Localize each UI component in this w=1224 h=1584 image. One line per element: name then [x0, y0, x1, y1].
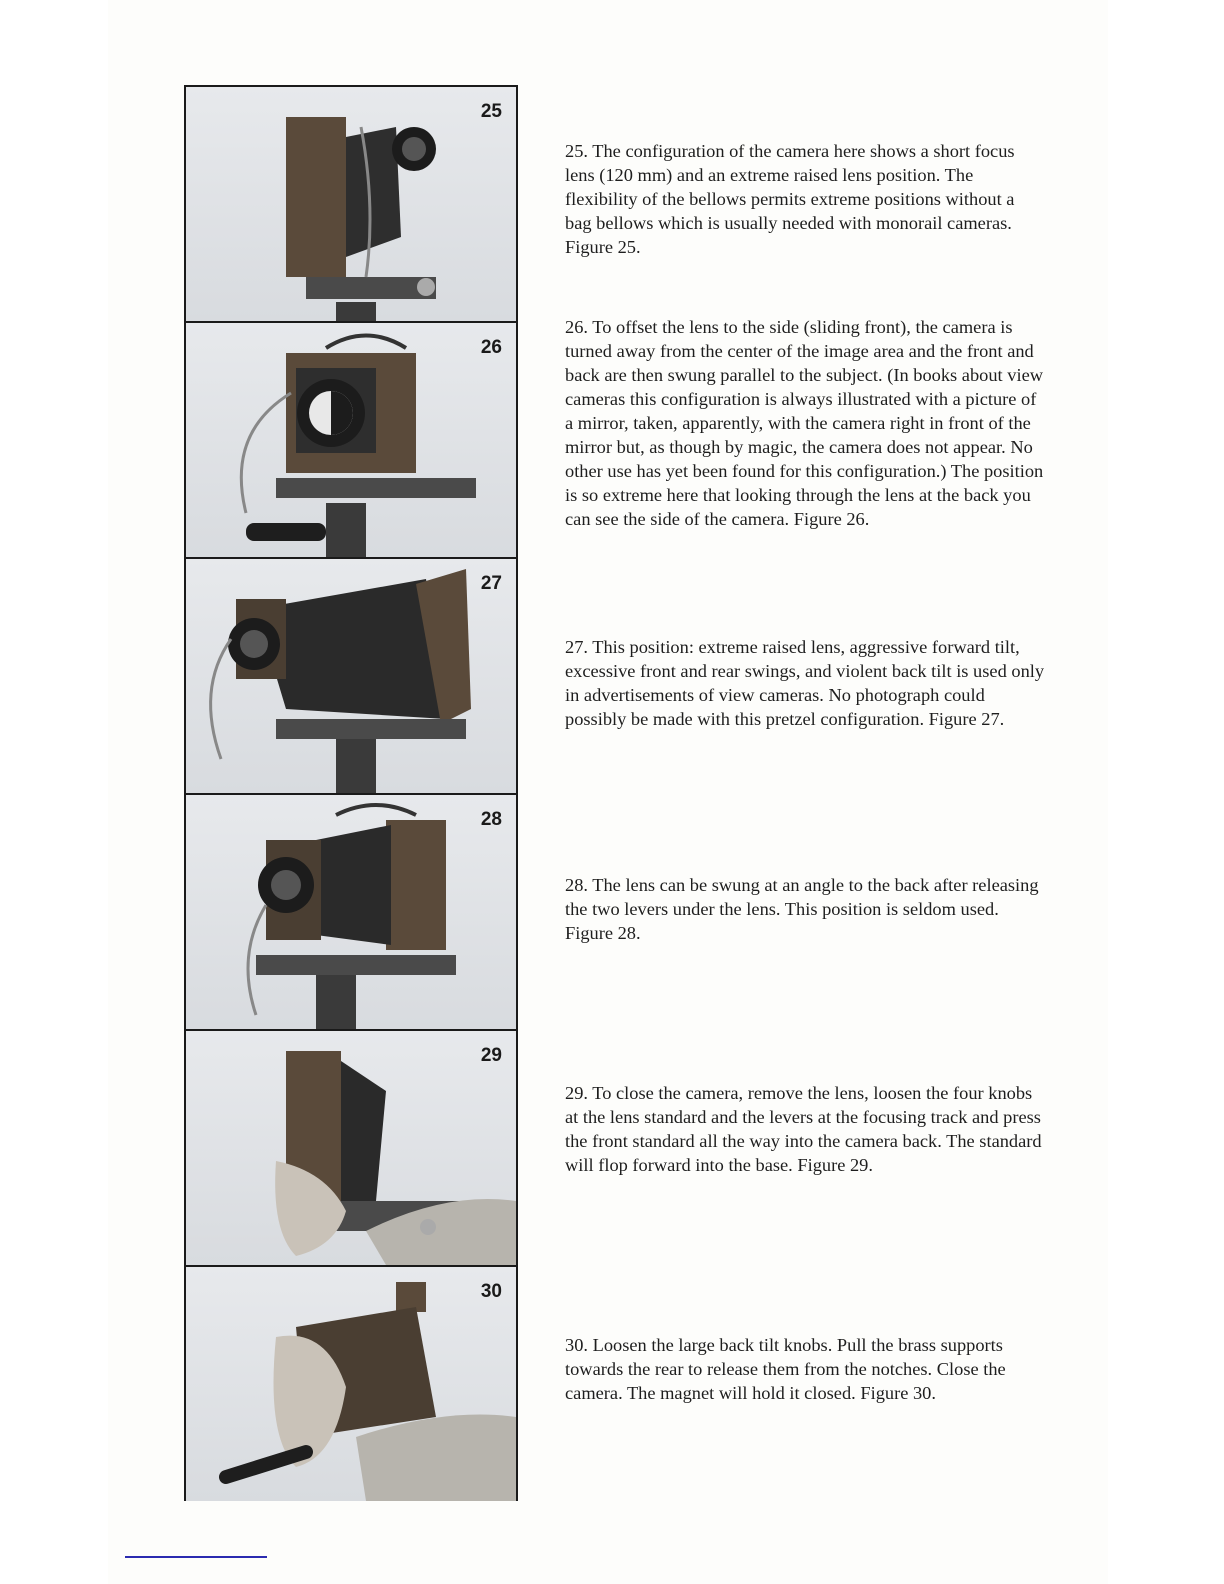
paragraph-26: 26. To offset the lens to the side (sliding front), the camera is turned away from the center of the image area and the front and back are then swung parallel to the subject. (In books about view cameras this configuration is always illustrated with a picture of a mirror, taken, apparently, with the camera right in front of the mirror but, as though by magic, the camera does not appear. No other use has yet been found for this configuration.) The position is so extreme here that looking through the lens at the back you can see the side of the camera. Figure 26.: [565, 317, 1044, 529]
figure-number: 26: [480, 337, 502, 358]
photo-strip: [184, 85, 518, 1501]
footer-rule: [125, 1556, 267, 1558]
paragraph-29: 29. To close the camera, remove the lens, loosen the four knobs at the lens standard and the levers at the focusing track and press the front standard all the way into the camera back. The standard will flop forward into the base. Figure 29.: [565, 1083, 1042, 1175]
camera-swung-lens-illustration: [186, 795, 516, 1029]
figure-number: 28: [480, 809, 502, 830]
paragraph-27: 27. This position: extreme raised lens, aggressive forward tilt, excessive front and rear swings, and violent back tilt is used only in advertisements of view cameras. No photograph could possibly be made with this pretzel configuration. Figure 27.: [565, 637, 1045, 729]
figure-number: 29: [480, 1045, 502, 1066]
paragraph-30: 30. Loosen the large back tilt knobs. Pull the brass supports towards the rear to release them from the notches. Close the camera. The magnet will hold it closed. Figure 30.: [565, 1335, 1006, 1403]
figure-number: 25: [480, 101, 502, 122]
paragraph-25: 25. The configuration of the camera here shows a short focus lens (120 mm) and an extreme raised lens position. The flexibility of the bellows permits extreme positions without a bag bellows which is usually needed with monorail cameras. Figure 25.: [565, 141, 1015, 257]
figure-28-photo: [186, 795, 516, 1029]
figure-30-photo: [186, 1267, 516, 1501]
closing-camera-hands-illustration: [186, 1031, 516, 1265]
figure-26-photo: [186, 323, 516, 557]
camera-raised-lens-illustration: [186, 87, 516, 321]
paragraph-28: 28. The lens can be swung at an angle to the back after releasing the two levers under the lens. This position is seldom used. Figure 28.: [565, 875, 1039, 943]
camera-sliding-front-illustration: [186, 323, 516, 557]
camera-pretzel-illustration: [186, 559, 516, 793]
figure-number: 30: [480, 1281, 502, 1302]
figure-number: 27: [480, 573, 502, 594]
figure-25-photo: [186, 87, 516, 321]
figure-27-photo: [186, 559, 516, 793]
closed-camera-hand-illustration: [186, 1267, 516, 1501]
figure-29-photo: [186, 1031, 516, 1265]
